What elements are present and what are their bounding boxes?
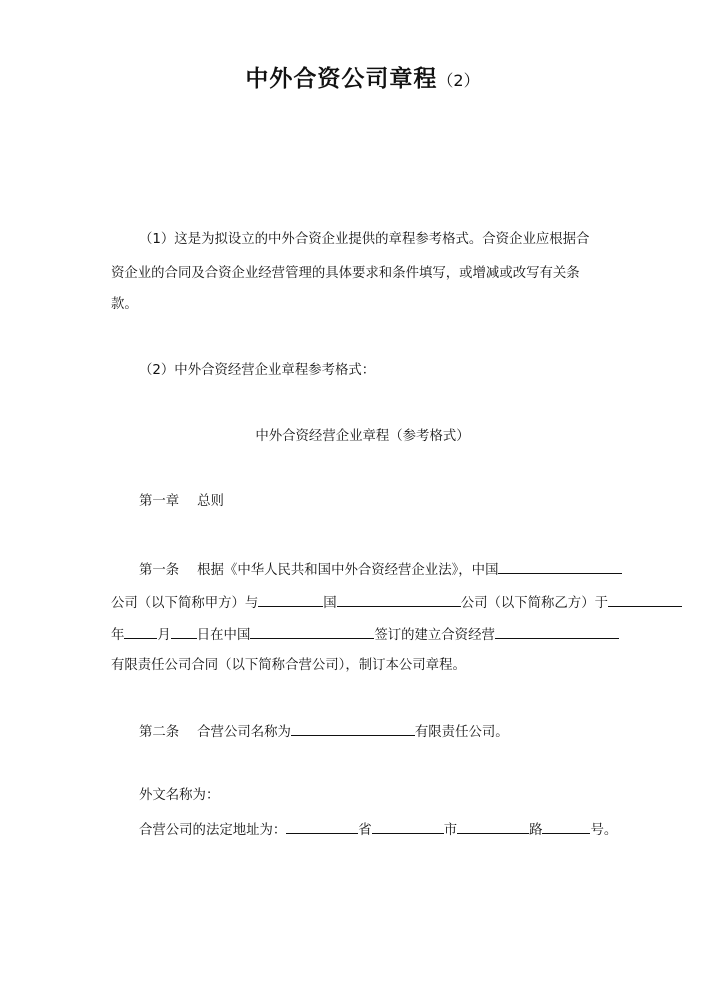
note1-line1: （1）这是为拟设立的中外合资企业提供的章程参考格式。合资企业应根据合 bbox=[139, 232, 590, 247]
address-seg5: 号。 bbox=[590, 823, 618, 838]
fill-blank[interactable] bbox=[372, 819, 444, 834]
article1-seg3: 国 bbox=[323, 596, 337, 611]
article1-line2 bbox=[111, 592, 682, 613]
fill-blank[interactable] bbox=[286, 819, 358, 834]
address-seg3: 市 bbox=[443, 823, 458, 838]
note2: （2）中外合资经营企业章程参考格式： bbox=[139, 363, 376, 378]
article1-line1 bbox=[139, 559, 622, 580]
document-title bbox=[0, 64, 725, 96]
address-seg2: 省 bbox=[358, 823, 372, 838]
article1-label: 第一条 bbox=[139, 563, 180, 578]
fill-blank[interactable] bbox=[495, 624, 619, 639]
address-seg4: 路 bbox=[529, 823, 543, 838]
article2-seg2: 有限责任公司。 bbox=[414, 725, 509, 740]
article2-label: 第二条 bbox=[139, 725, 180, 740]
fill-blank[interactable] bbox=[542, 819, 590, 834]
chapter-label: 第一章 bbox=[139, 494, 180, 509]
chapter-name: 总则 bbox=[197, 494, 224, 509]
title-text: 中外合资公司章程 bbox=[245, 66, 438, 92]
article1-seg7: 日在中国 bbox=[196, 628, 251, 643]
chapter-heading bbox=[139, 493, 224, 511]
article2-seg1: 合营公司名称为 bbox=[197, 725, 291, 740]
fill-blank[interactable] bbox=[258, 592, 323, 607]
title-suffix: （2） bbox=[437, 71, 480, 90]
article1-seg4: 公司（以下简称乙方）于 bbox=[460, 596, 608, 611]
article1-line4: 有限责任公司合同（以下简称合营公司），制订本公司章程。 bbox=[111, 658, 466, 673]
note1-line3: 款。 bbox=[111, 297, 138, 312]
fill-blank[interactable] bbox=[498, 559, 622, 574]
fill-blank[interactable] bbox=[291, 721, 415, 736]
fill-blank[interactable] bbox=[250, 624, 374, 639]
fill-blank[interactable] bbox=[457, 819, 529, 834]
article1-seg2: 公司（以下简称甲方）与 bbox=[111, 596, 259, 611]
fill-blank[interactable] bbox=[171, 624, 197, 639]
foreign-name-line: 外文名称为： bbox=[139, 788, 220, 803]
fill-blank[interactable] bbox=[124, 624, 157, 639]
article1-seg1: 根据《中华人民共和国中外合资经营企业法》，中国 bbox=[197, 563, 499, 578]
address-line bbox=[139, 819, 617, 840]
fill-blank[interactable] bbox=[337, 592, 461, 607]
article1-seg8: 签订的建立合资经营 bbox=[374, 628, 495, 643]
article1-seg5: 年 bbox=[111, 628, 125, 643]
article1-seg6: 月 bbox=[157, 628, 171, 643]
article1-line3 bbox=[111, 624, 619, 645]
address-seg1: 合营公司的法定地址为： bbox=[139, 823, 287, 838]
note1-line2: 资企业的合同及合资企业经营管理的具体要求和条件填写，或增减或改写有关条 bbox=[111, 266, 580, 281]
document-subtitle: 中外合资经营企业章程（参考格式） bbox=[255, 429, 470, 444]
fill-blank[interactable] bbox=[608, 592, 682, 607]
article2-line bbox=[139, 721, 509, 742]
